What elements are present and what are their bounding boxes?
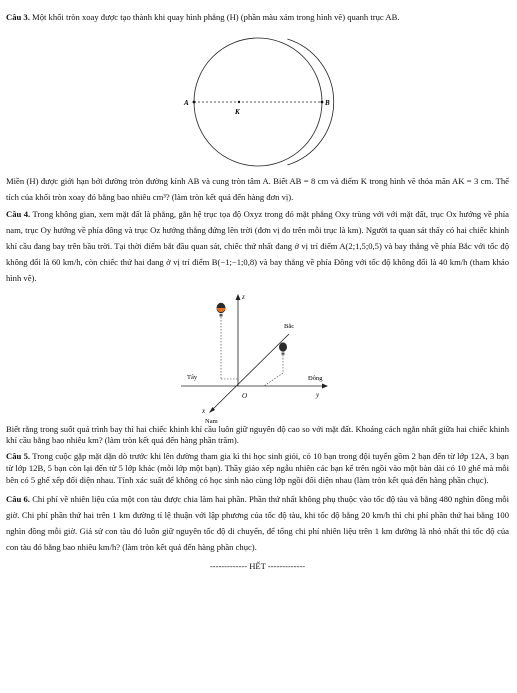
end-marker: ------------- HẾT -------------: [209, 561, 306, 572]
point-k: [238, 101, 240, 103]
question-3-text: Một khối tròn xoay được tạo thành khi quay hình phẳng (H) (phần màu xám trong hình vẽ) quanh trục AB.: [32, 12, 400, 22]
label-y: y: [316, 391, 320, 400]
question-4-label: Câu 4.: [6, 209, 31, 220]
question-3-figure: [6, 26, 509, 174]
question-4-intro: [6, 207, 509, 286]
label-origin: O: [242, 392, 248, 401]
question-5: [6, 450, 509, 486]
label-x: x: [202, 407, 206, 416]
label-a: A: [184, 98, 189, 107]
balloon-1-icon: [217, 303, 226, 317]
question-6-text: Chi phí về nhiên liệu của một con tàu được chia làm hai phần. Phần thứ nhất không phụ thuộc vào tốc độ tàu và bằng 480 nghìn đồng mỗi giờ. Chi phí phần thứ hai trên 1 km đường tỉ lệ thuận với lập phương của tốc độ tàu, khi tốc độ bằng 20 km/h thì chi phí phần thứ hai bằng 100 nghìn đồng mỗi giờ. Giả sử con tàu đó luôn giữ nguyên tốc độ di chuyển, để tổng chi phí nhiên liệu trên 1 km đường là nhỏ nhất thì tốc độ của con tàu đó bằng bao nhiêu km/h? (làm tròn kết quả đến hàng phần chục).: [6, 494, 509, 553]
balloon-2-foot: [264, 373, 283, 386]
point-a: [193, 100, 196, 103]
question-6-label: Câu 6.: [6, 494, 30, 505]
question-3-intro: [6, 10, 509, 26]
question-3-label: Câu 3.: [6, 12, 30, 22]
balloon-2-icon: [279, 343, 287, 355]
question-4-body: Biết rằng trong suốt quá trình bay thì hai chiếc khinh khí cầu luôn giữ nguyên độ cao so với mặt đất. Khoảng cách ngắn nhất giữa hai chiếc khinh khí cầu bằng bao nhiêu km? (làm tròn kết quả đến hàng phần trăm).: [6, 424, 509, 446]
question-3-body: Miền (H) được giới hạn bởi đường tròn đường kính AB và cung tròn tâm A. Biết AB = 8 cm và điểm K trong hình vẽ thỏa mãn AK = 3 cm. Thể tích của khối tròn xoay đó bằng bao nhiêu cm³? (làm tròn kết quả đến hàng đơn vị).: [6, 175, 509, 202]
label-nam: Nam: [205, 418, 218, 426]
arrow-z: [236, 294, 241, 300]
label-k: K: [235, 107, 240, 116]
axis-x: [211, 334, 289, 411]
question-5-label: Câu 5.: [6, 451, 31, 462]
label-z: z: [242, 293, 245, 302]
question-4-text: Trong không gian, xem mặt đất là phẳng, gắn hệ trục tọa độ Oxyz trong đó mặt phẳng Oxy trùng với với mặt đất, trục Ox hướng về phía nam, trục Oy hướng về phía đông và trục Oz hướng thẳng đứng lên trời (đơn vị đo trên mỗi trục là km). Người ta quan sát thấy có hai chiếc khinh khí cầu đang bay trên bầu trời. Tại thời điểm bắt đầu quan sát, chiếc thứ nhất đang ở vị trí điểm A(2;1,5;0,5) và bay thẳng về phía Bắc với tốc độ không đổi là 60 km/h, còn chiếc thứ hai đang ở vị trí điểm B(−1;−1;0,8) và bay thẳng về phía Đông với tốc độ không đổi là 40 km/h (tham khảo hình vẽ).: [6, 209, 509, 283]
label-tay: Tây: [187, 374, 198, 382]
question-4-figure: [6, 286, 509, 426]
question-5-text: Trong cuộc gặp mặt dặn dò trước khi lên đường tham gia kì thi học sinh giỏi, có 10 bạn trong đội tuyển gồm 2 bạn đến từ lớp 12A, 3 bạn từ lớp 12B, 5 bạn còn lại đến từ 5 lớp khác (mỗi lớp một bạn). Thầy giáo xếp ngẫu nhiên các bạn kể trên ngồi vào một bàn dài có 10 ghế mà mỗi bên có 5 ghế xếp đối diện nhau. Tính xác suất để không có học sinh nào cùng lớp ngồi đối diện nhau (làm tròn kết quả đến hàng phần chục).: [6, 451, 509, 486]
point-b: [321, 100, 324, 103]
arrow-y: [322, 384, 328, 389]
exam-page: [6, 10, 509, 571]
label-dong: Đông: [308, 375, 323, 383]
label-bac: Bắc: [284, 323, 295, 331]
question-6: [6, 491, 509, 555]
label-b: B: [325, 98, 330, 107]
